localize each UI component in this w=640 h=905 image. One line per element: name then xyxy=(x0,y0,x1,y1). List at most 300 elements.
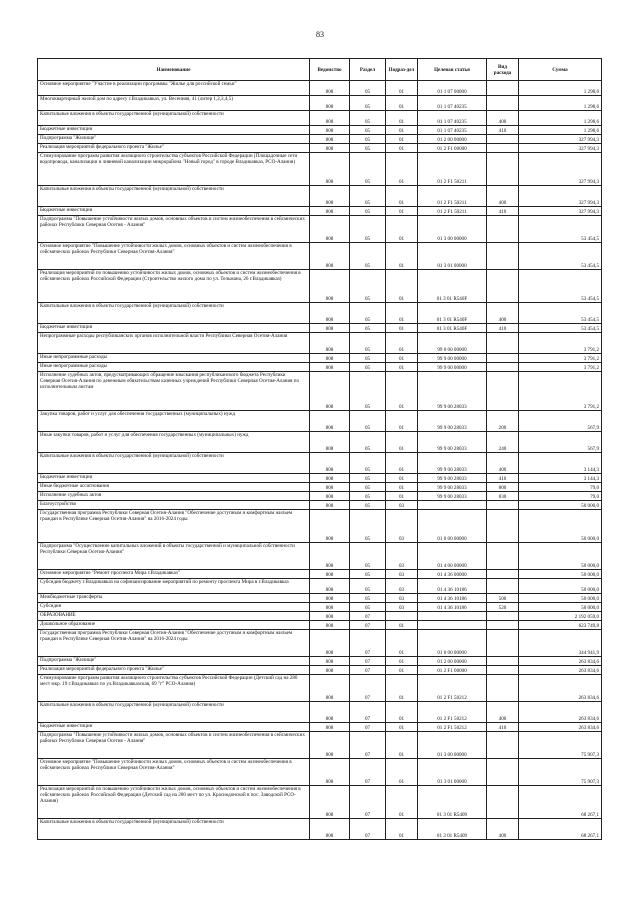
table-row xyxy=(38,354,602,363)
row-expense-type xyxy=(487,621,519,630)
row-expense-type xyxy=(487,759,519,786)
row-expense-type xyxy=(487,96,519,111)
row-sum: 50 000,0 xyxy=(519,579,602,594)
row-section: 05 xyxy=(350,153,386,186)
row-subsection: 01 xyxy=(386,324,418,333)
row-department: 808 xyxy=(310,111,350,126)
row-department: 808 xyxy=(310,153,350,186)
row-expense-type: 520 xyxy=(487,603,519,612)
row-name: ОБРАЗОВАНИЕ xyxy=(38,612,310,621)
row-name: Закупка товаров, работ и услуг для обеспечения государственных (муниципальных) нужд xyxy=(38,411,310,432)
row-sum: 79,0 xyxy=(519,483,602,492)
row-target-article: 01 3 01 R540F xyxy=(418,324,487,333)
row-section: 05 xyxy=(350,126,386,135)
row-subsection: 01 xyxy=(386,759,418,786)
row-subsection: 01 xyxy=(386,81,418,96)
table-row xyxy=(38,333,602,354)
header-section: Раздел xyxy=(350,59,386,81)
row-name: Бюджетные инвестиции xyxy=(38,723,310,732)
row-section: 05 xyxy=(350,324,386,333)
row-subsection: 01 xyxy=(386,216,418,243)
row-target-article xyxy=(418,501,487,510)
table-row xyxy=(38,81,602,96)
table-row xyxy=(38,363,602,372)
row-name: Бюджетные инвестиции xyxy=(38,207,310,216)
row-target-article: 01 2 F1 50211 xyxy=(418,153,487,186)
row-name: Иные непрограммные расходы xyxy=(38,363,310,372)
row-expense-type xyxy=(487,333,519,354)
header-name: Наименование xyxy=(38,59,310,81)
row-section: 07 xyxy=(350,657,386,666)
row-department: 808 xyxy=(310,207,350,216)
row-subsection: 01 xyxy=(386,621,418,630)
row-target-article: 01 2 F1 50211 xyxy=(418,207,487,216)
row-sum: 68 267,1 xyxy=(519,786,602,819)
row-department: 808 xyxy=(310,543,350,570)
row-sum: 327 994,3 xyxy=(519,144,602,153)
table-row xyxy=(38,621,602,630)
row-department: 808 xyxy=(310,594,350,603)
row-expense-type: 410 xyxy=(487,723,519,732)
row-target-article: 01 2 F1 00000 xyxy=(418,144,487,153)
row-subsection: 01 xyxy=(386,819,418,840)
row-subsection: 01 xyxy=(386,453,418,474)
row-target-article: 01 3 01 R5409 xyxy=(418,819,487,840)
row-sum: 53 454,5 xyxy=(519,324,602,333)
row-subsection: 03 xyxy=(386,510,418,543)
row-section: 05 xyxy=(350,453,386,474)
row-department: 808 xyxy=(310,675,350,702)
table-row xyxy=(38,702,602,723)
row-subsection: 01 xyxy=(386,111,418,126)
table-row xyxy=(38,303,602,324)
row-subsection: 01 xyxy=(386,630,418,657)
row-section: 05 xyxy=(350,186,386,207)
row-sum: 263 834,6 xyxy=(519,675,602,702)
row-section: 05 xyxy=(350,243,386,270)
table-row xyxy=(38,630,602,657)
row-section: 05 xyxy=(350,135,386,144)
row-sum: 50 000,0 xyxy=(519,570,602,579)
row-department: 808 xyxy=(310,144,350,153)
row-department: 808 xyxy=(310,324,350,333)
row-name: Капитальные вложения в объекты государственной (муниципальной) собственности xyxy=(38,819,310,840)
row-expense-type xyxy=(487,510,519,543)
table-row xyxy=(38,603,602,612)
table-row xyxy=(38,135,602,144)
table-row xyxy=(38,432,602,453)
header-target-article: Целевая статья xyxy=(418,59,487,81)
row-subsection: 03 xyxy=(386,570,418,579)
row-name: Капитальные вложения в объекты государственной (муниципальной) собственности xyxy=(38,186,310,207)
row-department: 808 xyxy=(310,270,350,303)
row-name: Стимулирование программ развития жилищного строительства субъектов Российской Федерации (Детский сад на 280 мест мкр. 19 г.Владикавказ по ул.Владикавказская, 69 "г" РСО-Алания) xyxy=(38,675,310,702)
row-target-article: 99 0 00 00000 xyxy=(418,333,487,354)
row-sum: 3 791,2 xyxy=(519,333,602,354)
row-section: 05 xyxy=(350,363,386,372)
row-subsection: 01 xyxy=(386,432,418,453)
row-sum: 1 298,6 xyxy=(519,96,602,111)
row-target-article: 01 2 00 00000 xyxy=(418,135,487,144)
row-sum: 53 454,5 xyxy=(519,303,602,324)
header-department: Ведомство xyxy=(310,59,350,81)
row-name: Бюджетные инвестиции xyxy=(38,126,310,135)
row-target-article: 01 3 01 R540F xyxy=(418,270,487,303)
row-name: Бюджетные инвестиции xyxy=(38,474,310,483)
row-subsection: 01 xyxy=(386,657,418,666)
row-target-article: 01 4 00 00000 xyxy=(418,543,487,570)
table-row xyxy=(38,732,602,759)
row-section: 05 xyxy=(350,354,386,363)
header-sum: Сумма xyxy=(519,59,602,81)
row-expense-type xyxy=(487,135,519,144)
row-expense-type: 400 xyxy=(487,702,519,723)
row-target-article: 01 4 36 10186 xyxy=(418,594,487,603)
row-subsection: 01 xyxy=(386,354,418,363)
row-target-article: 01 2 00 00000 xyxy=(418,657,487,666)
row-expense-type xyxy=(487,570,519,579)
row-sum: 50 000,0 xyxy=(519,510,602,543)
row-department: 808 xyxy=(310,333,350,354)
row-section: 05 xyxy=(350,96,386,111)
row-sum: 263 834,6 xyxy=(519,723,602,732)
table-row xyxy=(38,612,602,621)
row-section: 05 xyxy=(350,492,386,501)
table-body xyxy=(38,81,602,840)
row-department: 808 xyxy=(310,510,350,543)
row-target-article: 99 9 00 00000 xyxy=(418,363,487,372)
table-row xyxy=(38,579,602,594)
row-name: Реализация мероприятий федерального проекта "Жилье" xyxy=(38,144,310,153)
table-row xyxy=(38,207,602,216)
row-expense-type xyxy=(487,354,519,363)
row-subsection: 03 xyxy=(386,543,418,570)
row-expense-type: 240 xyxy=(487,432,519,453)
row-expense-type xyxy=(487,786,519,819)
row-section: 05 xyxy=(350,111,386,126)
table-row xyxy=(38,723,602,732)
row-target-article: 01 3 00 00000 xyxy=(418,216,487,243)
row-subsection: 01 xyxy=(386,207,418,216)
table-row xyxy=(38,819,602,840)
table-row xyxy=(38,657,602,666)
row-target-article: 01 4 36 10186 xyxy=(418,579,487,594)
row-sum: 3 791,2 xyxy=(519,363,602,372)
row-section: 05 xyxy=(350,510,386,543)
row-name: Капитальные вложения в объекты государственной (муниципальной) собственности xyxy=(38,702,310,723)
table-row xyxy=(38,186,602,207)
row-target-article xyxy=(418,621,487,630)
table-row xyxy=(38,243,602,270)
row-section: 05 xyxy=(350,594,386,603)
row-sum: 344 941,9 xyxy=(519,630,602,657)
row-name: Непрограммные расходы республиканских органов исполнительной власти Республики Северная Осетия-Алания xyxy=(38,333,310,354)
row-expense-type xyxy=(487,657,519,666)
row-department: 808 xyxy=(310,657,350,666)
row-subsection: 01 xyxy=(386,333,418,354)
row-subsection: 01 xyxy=(386,474,418,483)
row-section: 05 xyxy=(350,411,386,432)
row-sum: 1 298,6 xyxy=(519,126,602,135)
row-section: 05 xyxy=(350,603,386,612)
row-expense-type: 410 xyxy=(487,474,519,483)
row-name: Субсидии xyxy=(38,603,310,612)
row-name: Основное мероприятие "Ремонт проспекта Мира г.Владикавказ" xyxy=(38,570,310,579)
table-row xyxy=(38,570,602,579)
row-section: 05 xyxy=(350,432,386,453)
row-department: 808 xyxy=(310,432,350,453)
row-department: 808 xyxy=(310,186,350,207)
row-sum: 327 994,3 xyxy=(519,186,602,207)
row-expense-type: 830 xyxy=(487,492,519,501)
row-expense-type: 410 xyxy=(487,126,519,135)
page-number: 83 xyxy=(316,30,324,39)
row-section: 05 xyxy=(350,474,386,483)
row-department: 808 xyxy=(310,354,350,363)
row-expense-type xyxy=(487,666,519,675)
row-sum: 327 994,3 xyxy=(519,135,602,144)
row-subsection: 01 xyxy=(386,153,418,186)
row-subsection: 01 xyxy=(386,96,418,111)
row-target-article: 01 3 01 R540F xyxy=(418,303,487,324)
table-row xyxy=(38,510,602,543)
row-sum: 2 192 059,0 xyxy=(519,612,602,621)
row-subsection: 01 xyxy=(386,270,418,303)
table-row xyxy=(38,543,602,570)
row-name: Субсидия бюджету г.Владикавказ на софинансирование мероприятий по ремонту проспекта Мира в г.Владикавказ xyxy=(38,579,310,594)
row-section: 07 xyxy=(350,702,386,723)
row-sum: 50 000,0 xyxy=(519,603,602,612)
row-subsection: 03 xyxy=(386,603,418,612)
row-section: 07 xyxy=(350,819,386,840)
row-name: Государственная программа Республики Северная Осетия-Алания "Обеспечение доступным и комфортным жильем граждан в Республике Северная Осетия-Алания" на 2016-2024 годы xyxy=(38,630,310,657)
row-department: 808 xyxy=(310,474,350,483)
row-name: Благоустройство xyxy=(38,501,310,510)
row-subsection: 01 xyxy=(386,372,418,411)
row-name: Стимулирование программ развития жилищного строительства субъектов Российской Федерации (Площадочные сети водопровода, канализации и ливневой канализации микрорайона "Новый город" в городе Владикавказ, РСО-Алания) xyxy=(38,153,310,186)
row-expense-type xyxy=(487,675,519,702)
budget-table xyxy=(37,58,602,840)
row-sum: 567,9 xyxy=(519,432,602,453)
row-expense-type xyxy=(487,630,519,657)
row-sum: 68 267,1 xyxy=(519,819,602,840)
table-row xyxy=(38,666,602,675)
row-target-article: 01 1 07 00000 xyxy=(418,81,487,96)
row-department: 808 xyxy=(310,723,350,732)
row-subsection: 01 xyxy=(386,483,418,492)
row-department: 808 xyxy=(310,786,350,819)
row-sum: 327 994,3 xyxy=(519,153,602,186)
row-expense-type xyxy=(487,216,519,243)
row-department: 808 xyxy=(310,372,350,411)
row-section: 05 xyxy=(350,579,386,594)
row-expense-type xyxy=(487,543,519,570)
row-section: 05 xyxy=(350,144,386,153)
row-subsection: 01 xyxy=(386,675,418,702)
row-department: 808 xyxy=(310,570,350,579)
row-department: 808 xyxy=(310,81,350,96)
row-section: 05 xyxy=(350,501,386,510)
row-target-article: 01 4 36 10186 xyxy=(418,603,487,612)
table-row xyxy=(38,111,602,126)
row-subsection: 01 xyxy=(386,126,418,135)
row-section: 05 xyxy=(350,303,386,324)
row-expense-type: 400 xyxy=(487,111,519,126)
row-name: Капитальные вложения в объекты государственной (муниципальной) собственности xyxy=(38,111,310,126)
row-department: 808 xyxy=(310,411,350,432)
row-section: 07 xyxy=(350,732,386,759)
table-row xyxy=(38,270,602,303)
row-department: 808 xyxy=(310,759,350,786)
table-row xyxy=(38,483,602,492)
row-subsection: 01 xyxy=(386,303,418,324)
row-expense-type xyxy=(487,732,519,759)
row-sum: 623 749,8 xyxy=(519,621,602,630)
table-row xyxy=(38,786,602,819)
row-sum: 1 298,6 xyxy=(519,111,602,126)
row-name: Подпрограмма "Осуществление капитальных вложений в объекты государственной и муниципальной собственности Республики Северная Осетия-Алания" xyxy=(38,543,310,570)
row-department: 808 xyxy=(310,630,350,657)
row-target-article: 01 0 00 00000 xyxy=(418,630,487,657)
row-subsection: 03 xyxy=(386,501,418,510)
row-expense-type xyxy=(487,579,519,594)
row-subsection: 01 xyxy=(386,702,418,723)
row-expense-type xyxy=(487,81,519,96)
table-row xyxy=(38,372,602,411)
row-expense-type: 800 xyxy=(487,483,519,492)
row-sum: 50 000,0 xyxy=(519,501,602,510)
row-section: 07 xyxy=(350,759,386,786)
row-name: Капитальные вложения в объекты государственной (муниципальной) собственности xyxy=(38,453,310,474)
row-name: Государственная программа Республики Северная Осетия-Алания "Обеспечение доступным и комфортным жильем граждан в Республике Северная Осетия-Алания" на 2016-2024 годы xyxy=(38,510,310,543)
row-department: 808 xyxy=(310,666,350,675)
row-sum: 1 298,6 xyxy=(519,81,602,96)
header-expense-type: Вид расхода xyxy=(487,59,519,81)
table-row xyxy=(38,474,602,483)
table-row xyxy=(38,453,602,474)
row-expense-type: 410 xyxy=(487,207,519,216)
row-subsection: 01 xyxy=(386,732,418,759)
row-name: Реализация мероприятий федерального проекта "Жилье" xyxy=(38,666,310,675)
row-target-article: 01 3 01 00000 xyxy=(418,759,487,786)
row-target-article: 99 9 00 28033 xyxy=(418,372,487,411)
row-department: 808 xyxy=(310,732,350,759)
row-subsection: 01 xyxy=(386,243,418,270)
row-sum: 53 454,5 xyxy=(519,243,602,270)
row-subsection: 01 xyxy=(386,186,418,207)
row-target-article: 99 9 00 00000 xyxy=(418,354,487,363)
table-header-row xyxy=(38,59,602,81)
row-sum: 50 000,0 xyxy=(519,543,602,570)
row-expense-type: 200 xyxy=(487,411,519,432)
row-department: 808 xyxy=(310,612,350,621)
row-expense-type xyxy=(487,153,519,186)
row-name: Реализация мероприятий по повышению устойчивости жилых домов, основных объектов и систем жизнеобеспечения в сейсмических районах Российской Федерации (Детский сад на 280 мест по ул. Краснодонской в пос. Заводской РСО-Алания) xyxy=(38,786,310,819)
row-name: Подпрограмма "Жилище" xyxy=(38,135,310,144)
row-target-article: 01 1 07 40235 xyxy=(418,96,487,111)
row-department: 808 xyxy=(310,579,350,594)
row-target-article xyxy=(418,612,487,621)
row-expense-type xyxy=(487,270,519,303)
row-department: 808 xyxy=(310,483,350,492)
row-department: 808 xyxy=(310,621,350,630)
table-row xyxy=(38,216,602,243)
row-department: 808 xyxy=(310,126,350,135)
row-name: Основное мероприятие "Повышение устойчивости жилых домов, основных объектов и систем жизнеобеспечения в сейсмических районах Республики Северная Осетия-Алания" xyxy=(38,243,310,270)
row-name: Исполнение судебных актов xyxy=(38,492,310,501)
row-department: 808 xyxy=(310,492,350,501)
row-expense-type xyxy=(487,501,519,510)
row-subsection: 01 xyxy=(386,723,418,732)
row-sum: 263 834,6 xyxy=(519,657,602,666)
row-name: Дошкольное образование xyxy=(38,621,310,630)
row-section: 07 xyxy=(350,621,386,630)
row-subsection: 01 xyxy=(386,786,418,819)
row-section: 05 xyxy=(350,543,386,570)
row-name: Исполнение судебных актов, предусматривающих обращение взыскания республиканского бюджета Республики Северная Осетия-Алания по денежным обязательствам казенных учреждений Республики Северная Осетия-Алания по исполнительным листам xyxy=(38,372,310,411)
row-section: 05 xyxy=(350,216,386,243)
row-target-article: 01 2 F1 50212 xyxy=(418,702,487,723)
table-row xyxy=(38,411,602,432)
row-target-article: 01 2 F1 50212 xyxy=(418,723,487,732)
row-department: 808 xyxy=(310,96,350,111)
row-sum: 53 454,5 xyxy=(519,216,602,243)
row-name: Основное мероприятие "Повышение устойчивости жилых домов, основных объектов и систем жизнеобеспечения в сейсмических районах Республики Северная Осетия-Алания" xyxy=(38,759,310,786)
row-subsection: 01 xyxy=(386,363,418,372)
row-name: Подпрограмма "Жилище" xyxy=(38,657,310,666)
row-subsection: 03 xyxy=(386,594,418,603)
row-section: 05 xyxy=(350,270,386,303)
row-expense-type xyxy=(487,372,519,411)
row-target-article: 99 9 00 28033 xyxy=(418,474,487,483)
row-subsection: 01 xyxy=(386,411,418,432)
row-expense-type: 400 xyxy=(487,186,519,207)
row-subsection: 01 xyxy=(386,492,418,501)
table-row xyxy=(38,126,602,135)
row-section: 05 xyxy=(350,81,386,96)
row-name: Подпрограмма "Повышение устойчивости жилых домов, основных объектов и систем жизнеобеспечения в сейсмических районах Республики Северная Осетия - Алания" xyxy=(38,732,310,759)
table-row xyxy=(38,153,602,186)
row-target-article: 99 9 00 28033 xyxy=(418,483,487,492)
row-sum: 53 454,5 xyxy=(519,270,602,303)
row-expense-type: 410 xyxy=(487,324,519,333)
row-expense-type: 400 xyxy=(487,819,519,840)
row-department: 808 xyxy=(310,501,350,510)
row-name: Иные бюджетные ассигнования xyxy=(38,483,310,492)
table-row xyxy=(38,675,602,702)
row-department: 808 xyxy=(310,453,350,474)
row-section: 07 xyxy=(350,723,386,732)
row-section: 05 xyxy=(350,483,386,492)
row-section: 05 xyxy=(350,333,386,354)
row-name: Бюджетные инвестиции xyxy=(38,324,310,333)
row-name: Иные непрограммные расходы xyxy=(38,354,310,363)
row-target-article: 01 3 00 00000 xyxy=(418,732,487,759)
row-department: 808 xyxy=(310,603,350,612)
row-sum: 3 144,3 xyxy=(519,453,602,474)
row-sum: 3 791,2 xyxy=(519,354,602,363)
row-sum: 263 834,6 xyxy=(519,702,602,723)
header-subsection: Подраз-дел xyxy=(386,59,418,81)
row-sum: 567,9 xyxy=(519,411,602,432)
row-name: Подпрограмма "Повышение устойчивости жилых домов, основных объектов и систем жизнеобеспечения в сейсмических районах Республики Северная Осетия - Алания" xyxy=(38,216,310,243)
row-name: Многоквартирный жилой дом по адресу г.Владикавказ, ул. Весенняя, 41 (литер 1,2,3,4,5) xyxy=(38,96,310,111)
row-subsection: 03 xyxy=(386,579,418,594)
row-name: Капитальные вложения в объекты государственной (муниципальной) собственности xyxy=(38,303,310,324)
row-sum: 327 994,3 xyxy=(519,207,602,216)
row-expense-type: 400 xyxy=(487,453,519,474)
row-sum: 75 907,3 xyxy=(519,732,602,759)
